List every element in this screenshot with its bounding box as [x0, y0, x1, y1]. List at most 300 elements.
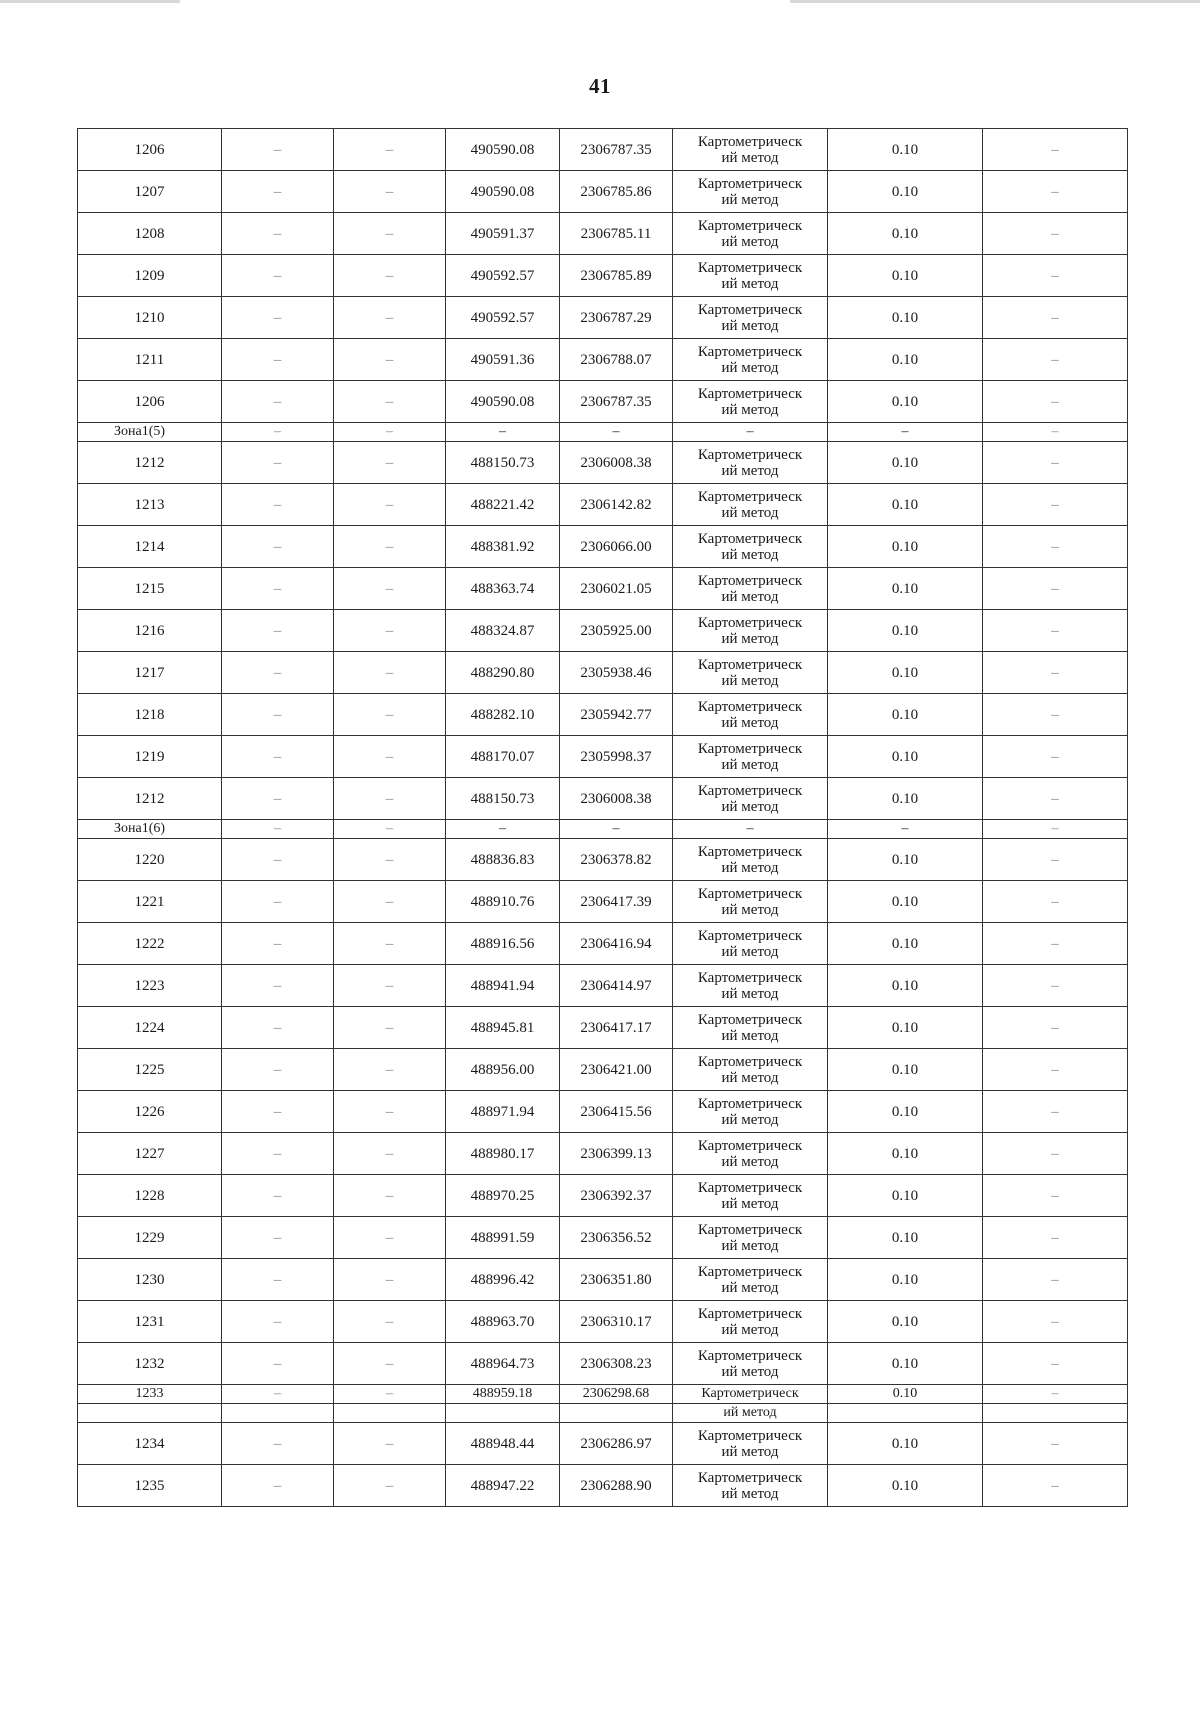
x-coordinate-cell: 488282.10: [446, 694, 560, 736]
method-line-1: Картометрическ: [697, 1469, 803, 1486]
accuracy-cell: 0.10: [828, 965, 983, 1007]
x-coordinate-cell: 488941.94: [446, 965, 560, 1007]
table-row: [78, 381, 1128, 423]
y-coordinate-cell: 2305998.37: [560, 736, 673, 778]
y-coordinate-cell: 2306414.97: [560, 965, 673, 1007]
empty-value-cell: –: [983, 610, 1128, 652]
x-coordinate-cell: 490590.08: [446, 381, 560, 423]
zone-header-row: [78, 820, 1128, 839]
method-cell: [673, 736, 828, 778]
x-coordinate-cell: 490592.57: [446, 255, 560, 297]
method-cell: [673, 1175, 828, 1217]
empty-value-cell: –: [334, 255, 446, 297]
point-id-cell: 1211: [78, 339, 222, 381]
point-id-cell: 1213: [78, 484, 222, 526]
empty-value-cell: –: [983, 778, 1128, 820]
method-line-1: Картометрическ: [697, 301, 803, 318]
empty-value-cell: –: [983, 652, 1128, 694]
point-id-cell: 1223: [78, 965, 222, 1007]
method-line-1: Картометрическ: [697, 1221, 803, 1238]
x-coordinate-cell: 488150.73: [446, 778, 560, 820]
x-coordinate-cell: 490591.37: [446, 213, 560, 255]
method-cell: [673, 129, 828, 171]
table-body: [78, 129, 1128, 1507]
accuracy-cell: 0.10: [828, 339, 983, 381]
point-id-cell: 1220: [78, 839, 222, 881]
method-line-1: Картометрическ: [697, 969, 803, 986]
table-row: [78, 1301, 1128, 1343]
method-cell: [673, 1049, 828, 1091]
method-line-1: Картометрическ: [697, 927, 803, 944]
method-line-2: ий метод: [721, 985, 779, 1002]
accuracy-cell: 0.10: [828, 1217, 983, 1259]
method-line-1: Картометрическ: [697, 259, 803, 276]
method-cell: [673, 694, 828, 736]
empty-value-cell: –: [334, 484, 446, 526]
table-row: [78, 881, 1128, 923]
empty-value-cell: –: [334, 213, 446, 255]
method-line-1: Картометрическ: [697, 1263, 803, 1280]
method-line-1: Картометрическ: [697, 133, 803, 150]
accuracy-cell: 0.10: [828, 1049, 983, 1091]
method-line-1: –: [746, 821, 754, 836]
method-cell: [673, 820, 828, 839]
method-line-1: Картометрическ: [697, 656, 803, 673]
method-cell: [673, 923, 828, 965]
y-coordinate-cell: 2305925.00: [560, 610, 673, 652]
method-line-2: ий метод: [721, 1069, 779, 1086]
empty-value-cell: –: [334, 610, 446, 652]
empty-value-cell: –: [222, 652, 334, 694]
method-line-1: Картометрическ: [697, 740, 803, 757]
accuracy-cell: 0.10: [828, 736, 983, 778]
method-line-2: ий метод: [721, 1485, 779, 1502]
method-line-2: ий метод: [721, 233, 779, 250]
y-coordinate-cell: 2306421.00: [560, 1049, 673, 1091]
empty-value-cell: –: [222, 484, 334, 526]
table-row: [78, 255, 1128, 297]
method-cell: [673, 1343, 828, 1385]
method-line-2: ий метод: [721, 401, 779, 418]
empty-value-cell: –: [334, 736, 446, 778]
method-cell: [673, 1091, 828, 1133]
method-line-1: Картометрическ: [697, 1305, 803, 1322]
accuracy-cell: 0.10: [828, 1465, 983, 1507]
x-coordinate-cell: 490590.08: [446, 129, 560, 171]
y-coordinate-cell: 2306066.00: [560, 526, 673, 568]
table-row: [78, 1049, 1128, 1091]
accuracy-cell: 0.10: [828, 652, 983, 694]
table-row: [78, 1007, 1128, 1049]
y-coordinate-cell: 2306416.94: [560, 923, 673, 965]
method-line-2: ий метод: [721, 1279, 779, 1296]
empty-value-cell: –: [334, 171, 446, 213]
point-id-cell: 1206: [78, 129, 222, 171]
accuracy-cell: 0.10: [828, 1385, 983, 1404]
x-coordinate-cell: 488980.17: [446, 1133, 560, 1175]
method-cell: [673, 1385, 828, 1404]
point-id-cell: 1209: [78, 255, 222, 297]
method-line-1: Картометрическ: [697, 1179, 803, 1196]
method-line-2: ий метод: [721, 275, 779, 292]
page-number: 41: [589, 74, 611, 98]
method-cell: [673, 297, 828, 339]
method-cell: [673, 423, 828, 442]
empty-value-cell: –: [983, 1301, 1128, 1343]
table-row: [78, 129, 1128, 171]
method-line-2: ий метод: [721, 317, 779, 334]
method-cell: [673, 965, 828, 1007]
method-cell: [673, 1217, 828, 1259]
accuracy-cell: 0.10: [828, 1423, 983, 1465]
y-coordinate-cell: 2306286.97: [560, 1423, 673, 1465]
empty-value-cell: –: [983, 1343, 1128, 1385]
empty-value-cell: –: [222, 736, 334, 778]
y-coordinate-cell: 2306308.23: [560, 1343, 673, 1385]
accuracy-cell: 0.10: [828, 1175, 983, 1217]
empty-value-cell: –: [334, 129, 446, 171]
zone-header-row: [78, 423, 1128, 442]
accuracy-cell: 0.10: [828, 1091, 983, 1133]
table-row: [78, 213, 1128, 255]
accuracy-cell: –: [828, 820, 983, 839]
x-coordinate-cell: 488290.80: [446, 652, 560, 694]
empty-value-cell: –: [983, 736, 1128, 778]
point-id-cell: 1224: [78, 1007, 222, 1049]
x-coordinate-cell: 490590.08: [446, 171, 560, 213]
empty-value-cell: –: [334, 1385, 446, 1404]
method-line-2: ий метод: [721, 1443, 779, 1460]
table-row: [78, 171, 1128, 213]
empty-value-cell: –: [983, 381, 1128, 423]
table-row: [78, 484, 1128, 526]
empty-value-cell: –: [334, 1423, 446, 1465]
point-id-cell: 1234: [78, 1423, 222, 1465]
empty-value-cell: –: [334, 881, 446, 923]
empty-value-cell: –: [983, 881, 1128, 923]
method-cell: [673, 1301, 828, 1343]
accuracy-cell: 0.10: [828, 839, 983, 881]
y-coordinate-cell: 2306785.89: [560, 255, 673, 297]
empty-value-cell: –: [983, 1091, 1128, 1133]
method-line-1: Картометрическ: [697, 572, 803, 589]
empty-value-cell: –: [222, 923, 334, 965]
method-cell: [673, 213, 828, 255]
method-line-2: ий метод: [721, 714, 779, 731]
table-row: [78, 568, 1128, 610]
accuracy-cell: 0.10: [828, 171, 983, 213]
empty-value-cell: –: [222, 1423, 334, 1465]
x-coordinate-cell: 488836.83: [446, 839, 560, 881]
y-coordinate-cell: [560, 1404, 673, 1423]
y-coordinate-cell: –: [560, 423, 673, 442]
point-id-cell: Зона1(6): [78, 820, 222, 839]
empty-value-cell: –: [334, 297, 446, 339]
x-coordinate-cell: 488150.73: [446, 442, 560, 484]
x-coordinate-cell: 488916.56: [446, 923, 560, 965]
table-row: [78, 442, 1128, 484]
scan-edge-mark: [790, 0, 1200, 3]
accuracy-cell: 0.10: [828, 568, 983, 610]
accuracy-cell: 0.10: [828, 694, 983, 736]
empty-value-cell: –: [983, 213, 1128, 255]
empty-value-cell: –: [334, 381, 446, 423]
table-row: [78, 1091, 1128, 1133]
empty-value-cell: –: [983, 129, 1128, 171]
y-coordinate-cell: 2306310.17: [560, 1301, 673, 1343]
y-coordinate-cell: 2306288.90: [560, 1465, 673, 1507]
method-cell: [673, 484, 828, 526]
y-coordinate-cell: 2306142.82: [560, 484, 673, 526]
table-row: [78, 1259, 1128, 1301]
x-coordinate-cell: 488947.22: [446, 1465, 560, 1507]
point-id-cell: 1208: [78, 213, 222, 255]
empty-value-cell: –: [222, 1049, 334, 1091]
table-row: [78, 1385, 1128, 1404]
empty-value-cell: –: [222, 820, 334, 839]
method-line-2: ий метод: [721, 1237, 779, 1254]
accuracy-cell: 0.10: [828, 297, 983, 339]
method-line-2: ий метод: [721, 1027, 779, 1044]
empty-value-cell: –: [334, 1175, 446, 1217]
empty-value-cell: –: [222, 1301, 334, 1343]
point-id-cell: 1219: [78, 736, 222, 778]
method-line-1: ий метод: [723, 1405, 777, 1420]
empty-value-cell: –: [983, 694, 1128, 736]
y-coordinate-cell: 2306378.82: [560, 839, 673, 881]
table-row: [78, 526, 1128, 568]
y-coordinate-cell: 2306417.17: [560, 1007, 673, 1049]
point-id-cell: 1210: [78, 297, 222, 339]
method-line-2: ий метод: [721, 546, 779, 563]
accuracy-cell: 0.10: [828, 1301, 983, 1343]
coordinates-table: [77, 128, 1128, 1507]
empty-value-cell: –: [334, 778, 446, 820]
accuracy-cell: [828, 1404, 983, 1423]
table-row: [78, 736, 1128, 778]
accuracy-cell: 0.10: [828, 881, 983, 923]
empty-value-cell: –: [983, 255, 1128, 297]
accuracy-cell: 0.10: [828, 778, 983, 820]
table-row: [78, 610, 1128, 652]
empty-value-cell: –: [983, 1217, 1128, 1259]
method-cell: [673, 778, 828, 820]
empty-value-cell: –: [222, 778, 334, 820]
y-coordinate-cell: 2306415.56: [560, 1091, 673, 1133]
x-coordinate-cell: 488381.92: [446, 526, 560, 568]
empty-value-cell: –: [983, 568, 1128, 610]
point-id-cell: 1231: [78, 1301, 222, 1343]
y-coordinate-cell: 2306785.11: [560, 213, 673, 255]
point-id-cell: 1218: [78, 694, 222, 736]
point-id-cell: 1206: [78, 381, 222, 423]
y-coordinate-cell: 2306008.38: [560, 442, 673, 484]
method-line-2: ий метод: [721, 149, 779, 166]
method-line-2: ий метод: [721, 943, 779, 960]
method-line-2: ий метод: [721, 798, 779, 815]
method-line-2: ий метод: [721, 630, 779, 647]
x-coordinate-cell: –: [446, 423, 560, 442]
method-line-1: Картометрическ: [697, 385, 803, 402]
empty-value-cell: –: [222, 1385, 334, 1404]
accuracy-cell: –: [828, 423, 983, 442]
point-id-cell: 1235: [78, 1465, 222, 1507]
y-coordinate-cell: 2306008.38: [560, 778, 673, 820]
empty-value-cell: –: [983, 1133, 1128, 1175]
table-row: [78, 1175, 1128, 1217]
method-cell: [673, 339, 828, 381]
table-row: [78, 923, 1128, 965]
empty-value-cell: –: [983, 1423, 1128, 1465]
method-cell: [673, 568, 828, 610]
x-coordinate-cell: 488963.70: [446, 1301, 560, 1343]
accuracy-cell: 0.10: [828, 1259, 983, 1301]
empty-value-cell: –: [983, 484, 1128, 526]
x-coordinate-cell: 490592.57: [446, 297, 560, 339]
table-row: [78, 1133, 1128, 1175]
accuracy-cell: 0.10: [828, 442, 983, 484]
empty-value-cell: –: [334, 423, 446, 442]
y-coordinate-cell: 2305938.46: [560, 652, 673, 694]
method-cell: [673, 1133, 828, 1175]
empty-value-cell: –: [222, 1175, 334, 1217]
empty-value-cell: –: [222, 297, 334, 339]
empty-value-cell: –: [334, 1343, 446, 1385]
accuracy-cell: 0.10: [828, 129, 983, 171]
table-row: [78, 778, 1128, 820]
method-cell: [673, 526, 828, 568]
method-line-2: ий метод: [721, 859, 779, 876]
empty-value-cell: –: [222, 442, 334, 484]
y-coordinate-cell: 2306787.29: [560, 297, 673, 339]
method-cell: [673, 1465, 828, 1507]
empty-value-cell: –: [983, 339, 1128, 381]
method-cell: [673, 171, 828, 213]
method-line-1: Картометрическ: [697, 1053, 803, 1070]
empty-value-cell: –: [222, 1465, 334, 1507]
x-coordinate-cell: [446, 1404, 560, 1423]
x-coordinate-cell: 488970.25: [446, 1175, 560, 1217]
empty-value-cell: –: [222, 423, 334, 442]
empty-value-cell: –: [222, 610, 334, 652]
point-id-cell: 1232: [78, 1343, 222, 1385]
accuracy-cell: 0.10: [828, 213, 983, 255]
point-id-cell: 1225: [78, 1049, 222, 1091]
x-coordinate-cell: 488363.74: [446, 568, 560, 610]
scan-edge-mark: [0, 0, 180, 3]
empty-value-cell: –: [222, 1343, 334, 1385]
table-row: [78, 297, 1128, 339]
point-id-cell: 1216: [78, 610, 222, 652]
point-id-cell: 1230: [78, 1259, 222, 1301]
empty-value-cell: [983, 1404, 1128, 1423]
x-coordinate-cell: 488221.42: [446, 484, 560, 526]
table-row: [78, 339, 1128, 381]
x-coordinate-cell: –: [446, 820, 560, 839]
empty-value-cell: –: [222, 1091, 334, 1133]
method-line-1: Картометрическ: [697, 698, 803, 715]
empty-value-cell: –: [983, 171, 1128, 213]
empty-value-cell: –: [222, 881, 334, 923]
y-coordinate-cell: –: [560, 820, 673, 839]
point-id-cell: 1217: [78, 652, 222, 694]
empty-value-cell: –: [222, 1259, 334, 1301]
method-cell: [673, 1423, 828, 1465]
table-row: [78, 694, 1128, 736]
empty-value-cell: –: [334, 568, 446, 610]
empty-value-cell: –: [222, 339, 334, 381]
empty-value-cell: –: [983, 1175, 1128, 1217]
x-coordinate-cell: 488959.18: [446, 1385, 560, 1404]
method-line-1: Картометрическ: [697, 343, 803, 360]
method-cell: [673, 881, 828, 923]
point-id-cell: 1212: [78, 442, 222, 484]
accuracy-cell: 0.10: [828, 255, 983, 297]
empty-value-cell: –: [983, 965, 1128, 1007]
accuracy-cell: 0.10: [828, 1133, 983, 1175]
empty-value-cell: –: [334, 1049, 446, 1091]
accuracy-cell: 0.10: [828, 610, 983, 652]
method-line-1: Картометрическ: [697, 175, 803, 192]
method-line-2: ий метод: [721, 672, 779, 689]
method-line-2: ий метод: [721, 1195, 779, 1212]
method-line-1: Картометрическ: [697, 217, 803, 234]
point-id-cell: 1207: [78, 171, 222, 213]
method-line-1: Картометрическ: [697, 446, 803, 463]
empty-value-cell: –: [222, 1007, 334, 1049]
method-line-1: Картометрическ: [697, 614, 803, 631]
method-line-2: ий метод: [721, 588, 779, 605]
empty-value-cell: –: [334, 339, 446, 381]
method-line-1: Картометрическ: [697, 782, 803, 799]
table-row: [78, 1217, 1128, 1259]
method-line-1: –: [746, 424, 754, 439]
empty-value-cell: –: [222, 568, 334, 610]
method-cell: [673, 1007, 828, 1049]
table-row: [78, 965, 1128, 1007]
table-row: [78, 1343, 1128, 1385]
method-cell: [673, 442, 828, 484]
accuracy-cell: 0.10: [828, 923, 983, 965]
point-id-cell: 1226: [78, 1091, 222, 1133]
method-line-1: Картометрическ: [697, 1095, 803, 1112]
y-coordinate-cell: 2306392.37: [560, 1175, 673, 1217]
empty-value-cell: [222, 1404, 334, 1423]
method-line-2: ий метод: [721, 901, 779, 918]
empty-value-cell: –: [334, 820, 446, 839]
accuracy-cell: 0.10: [828, 1007, 983, 1049]
table-row: [78, 1465, 1128, 1507]
empty-value-cell: –: [983, 839, 1128, 881]
empty-value-cell: –: [334, 652, 446, 694]
accuracy-cell: 0.10: [828, 381, 983, 423]
y-coordinate-cell: 2306788.07: [560, 339, 673, 381]
method-cell: [673, 652, 828, 694]
method-line-1: Картометрическ: [697, 1137, 803, 1154]
y-coordinate-cell: 2306417.39: [560, 881, 673, 923]
empty-value-cell: –: [334, 1133, 446, 1175]
point-id-cell: 1221: [78, 881, 222, 923]
method-line-2: ий метод: [721, 1321, 779, 1338]
empty-value-cell: –: [222, 526, 334, 568]
method-cell: [673, 610, 828, 652]
x-coordinate-cell: 488991.59: [446, 1217, 560, 1259]
method-line-2: ий метод: [721, 1153, 779, 1170]
method-line-1: Картометрическ: [697, 488, 803, 505]
x-coordinate-cell: 488996.42: [446, 1259, 560, 1301]
y-coordinate-cell: 2306021.05: [560, 568, 673, 610]
table-row: [78, 1423, 1128, 1465]
